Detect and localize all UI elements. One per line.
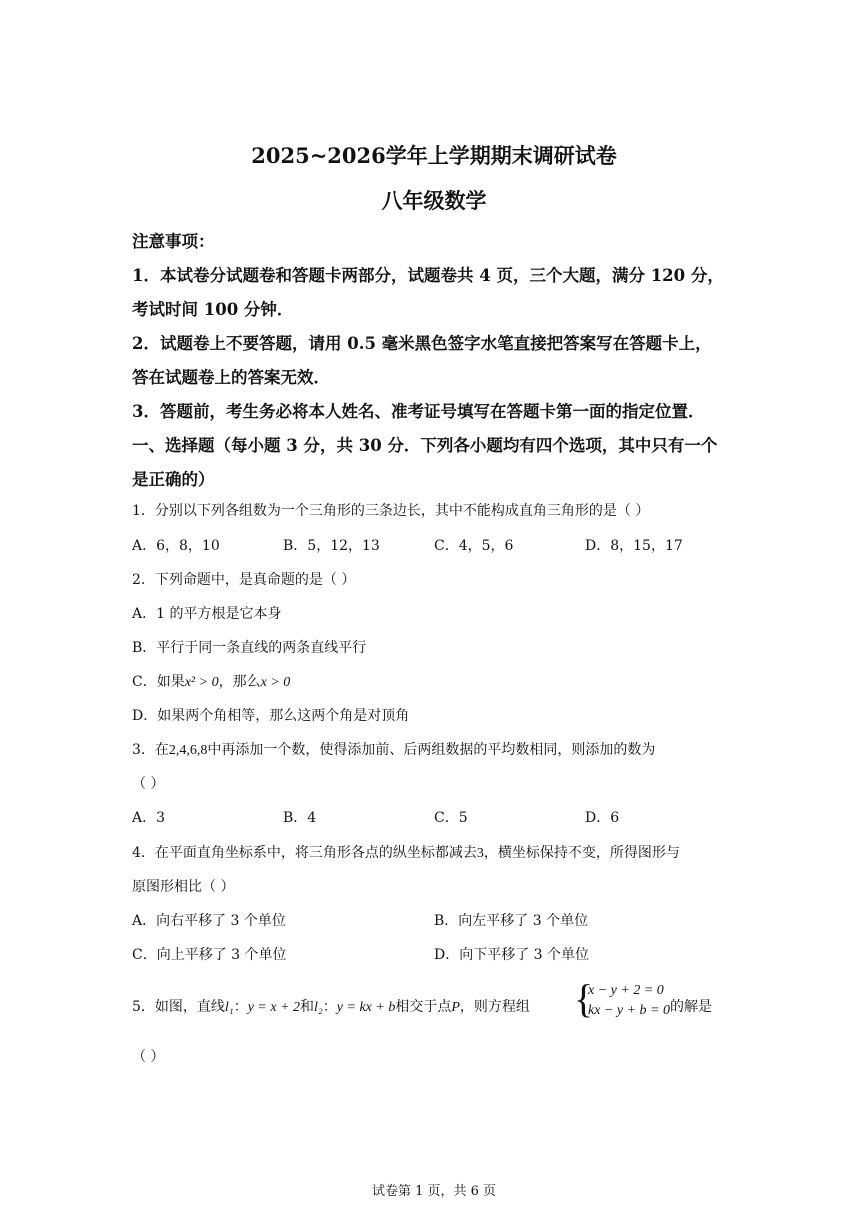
exam-subtitle: 八年级数学: [381, 188, 487, 213]
question-3-option-b: B．4: [283, 810, 317, 826]
question-2-stem: 2．下列命题中，是真命题的是（ ）: [132, 572, 356, 588]
line-l1-equation: y = x + 2: [247, 1000, 301, 1015]
question-5-answer-paren: （ ）: [132, 1049, 165, 1065]
notes-item-1-line-2: 考试时间 100 分钟．: [132, 300, 294, 319]
question-4-option-d: D．向下平移了 3 个单位: [434, 947, 590, 963]
line-l1-label: l₁: [224, 1000, 234, 1015]
question-4-number: 3: [476, 846, 484, 861]
question-3-stem-suffix: 中再添加一个数，使得添加前、后两组数据的平均数相同，则添加的数为: [207, 742, 656, 758]
question-4-option-b: B．向左平移了 3 个单位: [434, 913, 589, 929]
question-2-option-c: [132, 671, 290, 691]
question-3-option-a: A．3: [132, 810, 166, 826]
question-3-option-d: D．6: [585, 810, 620, 826]
notes-item-2-line-1: 2．试题卷上不要答题，请用 0.5 毫米黑色签字水笔直接把答案写在答题卡上，: [132, 334, 712, 353]
question-1-stem: 1．分别以下列各组数为一个三角形的三条边长，其中不能构成直角三角形的是（ ）: [132, 503, 650, 519]
question-4-stem-line-1: [132, 842, 680, 862]
question-5-mid-2: ，则方程组: [459, 999, 530, 1015]
question-4-option-c: C．向上平移了 3 个单位: [132, 947, 287, 963]
question-5-stem: [132, 996, 530, 1016]
equation-system-row-1: x − y + 2 = 0: [588, 983, 664, 998]
question-2-option-a: A．1 的平方根是它本身: [132, 606, 282, 622]
question-2-option-c-condition: x² > 0: [184, 675, 219, 690]
exam-title: 2025~2026学年上学期期末调研试卷: [251, 143, 617, 168]
question-2-option-b: B．平行于同一条直线的两条直线平行: [132, 640, 367, 656]
question-1-option-c: C．4，5，6: [434, 538, 514, 554]
question-2-option-c-middle: ，那么: [218, 674, 261, 690]
question-1-option-d: D．8，15，17: [585, 538, 683, 554]
question-4-stem-suffix: ，横坐标保持不变，所得图形与: [483, 845, 680, 861]
question-2-option-c-prefix: C．如果: [132, 674, 185, 690]
question-1-option-b: B．5，12，13: [283, 538, 380, 554]
equation-system-brace: {: [574, 976, 594, 1021]
notes-item-3: 3．答题前，考生务必将本人姓名、准考证号填写在答题卡第一面的指定位置．: [132, 402, 705, 421]
question-5-suffix: 的解是: [670, 999, 712, 1015]
notes-item-1-line-1: 1．本试卷分试题卷和答题卡两部分，试题卷共 4 页，三个大题，满分 120 分，: [132, 266, 724, 285]
point-p-label: P: [451, 1000, 460, 1015]
question-2-option-d: D．如果两个角相等，那么这两个角是对顶角: [132, 708, 410, 724]
question-4-stem-prefix: 4．在平面直角坐标系中，将三角形各点的纵坐标都减去: [132, 845, 477, 861]
question-3-answer-paren: （ ）: [132, 776, 165, 792]
equation-system-row-2: kx − y + b = 0: [588, 1003, 670, 1018]
question-3-stem: [132, 739, 655, 759]
line-l2-label: l₂: [314, 1000, 323, 1015]
question-3-option-c: C．5: [434, 810, 468, 826]
question-3-stem-prefix: 3．在: [132, 742, 169, 758]
question-5-and: 和: [300, 999, 315, 1015]
page-footer: 试卷第 1 页，共 6 页: [371, 1184, 497, 1199]
question-4-option-a: A．向右平移了 3 个单位: [132, 913, 286, 929]
notes-heading: 注意事项：: [132, 232, 215, 251]
question-5-stem-prefix: 5．如图，直线: [132, 999, 225, 1015]
section-heading-line-1: 一、选择题（每小题 3 分，共 30 分．下列各小题均有四个选项，其中只有一个: [132, 436, 718, 455]
question-5-colon-2: ：: [322, 999, 337, 1015]
question-3-numbers: 2,4,6,8: [168, 743, 208, 758]
question-2-option-c-conclusion: x > 0: [260, 675, 291, 690]
question-5-mid: 相交于点: [395, 999, 452, 1015]
notes-item-2-line-2: 答在试题卷上的答案无效．: [132, 368, 330, 387]
line-l2-equation: y = kx + b: [336, 1000, 396, 1015]
section-heading-line-2: 是正确的）: [132, 470, 215, 489]
question-1-option-a: A．6，8，10: [132, 538, 220, 554]
question-5-colon-1: ：: [233, 999, 248, 1015]
question-4-stem-line-2: 原图形相比（ ）: [132, 879, 235, 895]
